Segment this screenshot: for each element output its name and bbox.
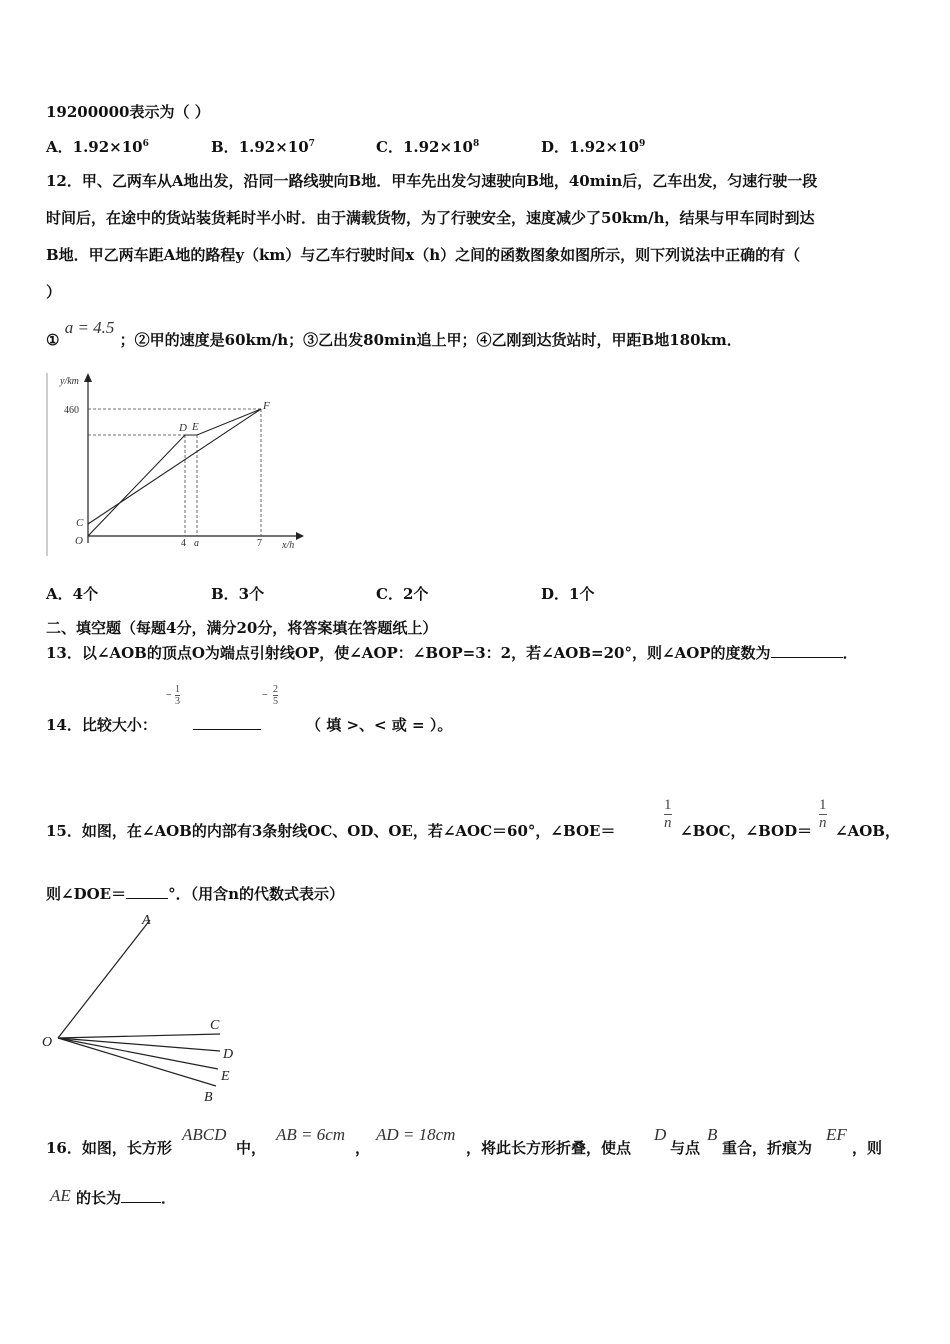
x-tick-4: 4 bbox=[181, 538, 186, 549]
q11-option-c: C．$1.92\times 10^8$ bbox=[376, 138, 480, 156]
q15-fraction-1: $\frac{1}{n}$ bbox=[664, 797, 672, 831]
q16-part5: 与点 bbox=[670, 1139, 701, 1157]
q16-part2: 中， bbox=[236, 1139, 267, 1157]
q16-answer-blank bbox=[121, 1202, 161, 1203]
label-a: A bbox=[142, 913, 151, 928]
label-c: C bbox=[210, 1018, 220, 1033]
q16-math-ae: AE bbox=[50, 1186, 71, 1205]
q12-option-c: C．2个 bbox=[376, 585, 429, 603]
q15-figure bbox=[40, 908, 250, 1106]
q13-answer-blank bbox=[771, 657, 843, 658]
ray-oe bbox=[58, 1038, 218, 1069]
q15-mid1: ∠BOC，∠BOD＝ bbox=[680, 822, 813, 840]
q16-part7: ，则 bbox=[852, 1139, 883, 1157]
q16-part3: ， bbox=[355, 1139, 371, 1157]
q14-fraction-2: − 2 5 bbox=[262, 684, 278, 707]
ray-ob bbox=[58, 1038, 216, 1086]
q12-line1: 12．甲、乙两车从A地出发，沿同一路线驶向B地．甲车先出发匀速驶向B地，40min后，乙车出发，匀速行驶一段 bbox=[46, 172, 818, 190]
q16-math-abcd: ABCD bbox=[182, 1125, 227, 1144]
q14-fraction-1: − 1 3 bbox=[166, 684, 180, 707]
q12-line2: 时间后，在途中的货站装货耗时半小时．由于满载货物，为了行驶安全，速度减少了50km/h，结果与甲车同时到达 bbox=[46, 209, 815, 227]
q16-math-d: D bbox=[654, 1125, 667, 1144]
q11-stem: 19200000表示为（ ） bbox=[46, 103, 210, 121]
q16-math-ab: AB = 6cm bbox=[276, 1125, 346, 1144]
q12-line4: ） bbox=[46, 283, 62, 301]
point-c: C bbox=[76, 517, 84, 529]
q16-part6: 重合，折痕为 bbox=[722, 1139, 813, 1157]
label-d: D bbox=[223, 1047, 234, 1062]
point-e: E bbox=[192, 421, 199, 433]
q16-math-ef: EF bbox=[826, 1125, 847, 1144]
q12-option-d: D．1个 bbox=[541, 585, 595, 603]
ray-oa bbox=[58, 920, 150, 1038]
q16-math-b: B bbox=[707, 1125, 718, 1144]
q13-text: 13．以∠AOB的顶点O为端点引射线OP，使∠AOP：∠BOP=3：2，若∠AOB=20°，则∠AOP的度数为 ． bbox=[46, 644, 858, 662]
q16-part8: 的长为 ． bbox=[76, 1189, 177, 1207]
section-heading: 二、填空题（每题4分，满分20分，将答案填在答题纸上） bbox=[46, 619, 438, 637]
label-e: E bbox=[221, 1069, 230, 1084]
q12-line3: B地．甲乙两车距A地的路程y（km）与乙车行驶时间x（h）之间的函数图象如图所示，则下列说法中正确的有（ bbox=[46, 246, 801, 264]
q16-part1: 16．如图，长方形 bbox=[46, 1139, 172, 1157]
ray-oc bbox=[58, 1034, 220, 1038]
q12-a-value: a = 4.5 bbox=[64, 318, 115, 337]
y-axis-arrow bbox=[84, 373, 92, 382]
line-yi bbox=[88, 409, 261, 536]
point-d: D bbox=[179, 422, 187, 434]
q15-answer-blank bbox=[126, 898, 168, 899]
q15-line2: 则∠DOE＝ °．（用含n的代数式表示） bbox=[46, 885, 344, 903]
y-tick-460: 460 bbox=[64, 405, 79, 416]
q15-line1: 15．如图，在∠AOB的内部有3条射线OC、OD、OE，若∠AOC＝60°，∠BOE＝ bbox=[46, 822, 616, 840]
line-jia bbox=[88, 409, 261, 524]
q11-option-b: B．$1.92\times 10^7$ bbox=[211, 138, 315, 156]
q11-option-a: A．$1.92\times 10^6$ bbox=[46, 138, 149, 156]
q12-option-b: B．3个 bbox=[211, 585, 265, 603]
x-tick-a: a bbox=[194, 538, 199, 549]
label-o: O bbox=[42, 1035, 53, 1050]
x-axis-label: x/h bbox=[282, 540, 295, 551]
ray-od bbox=[58, 1038, 220, 1051]
x-tick-7: 7 bbox=[257, 538, 262, 549]
q14-tail: （ 填 >、< 或 = ）。 bbox=[306, 716, 453, 734]
q14-answer-blank bbox=[193, 715, 261, 735]
label-b: B bbox=[204, 1090, 213, 1105]
x-axis-arrow bbox=[296, 532, 304, 540]
point-f: F bbox=[263, 400, 270, 412]
point-o: O bbox=[75, 535, 83, 547]
q15-mid2: ∠AOB， bbox=[835, 822, 900, 840]
q12-graph bbox=[44, 368, 306, 558]
q12-option-a: A．4个 bbox=[46, 585, 99, 603]
q11-option-d: D．$1.92\times 10^9$ bbox=[541, 138, 646, 156]
q15-fraction-2: $\frac{1}{n}$ bbox=[819, 797, 827, 831]
q16-part4: ，将此长方形折叠，使点 bbox=[466, 1139, 632, 1157]
q12-statements: ① a = 4.5 ；②甲的速度是60km/h；③乙出发80min追上甲；④乙刚到达货站时，甲距B地180km． bbox=[46, 318, 742, 349]
q16-math-ad: AD = 18cm bbox=[376, 1125, 456, 1144]
q14-text: 14．比较大小： bbox=[46, 716, 157, 734]
y-axis-label: y/km bbox=[60, 376, 79, 387]
